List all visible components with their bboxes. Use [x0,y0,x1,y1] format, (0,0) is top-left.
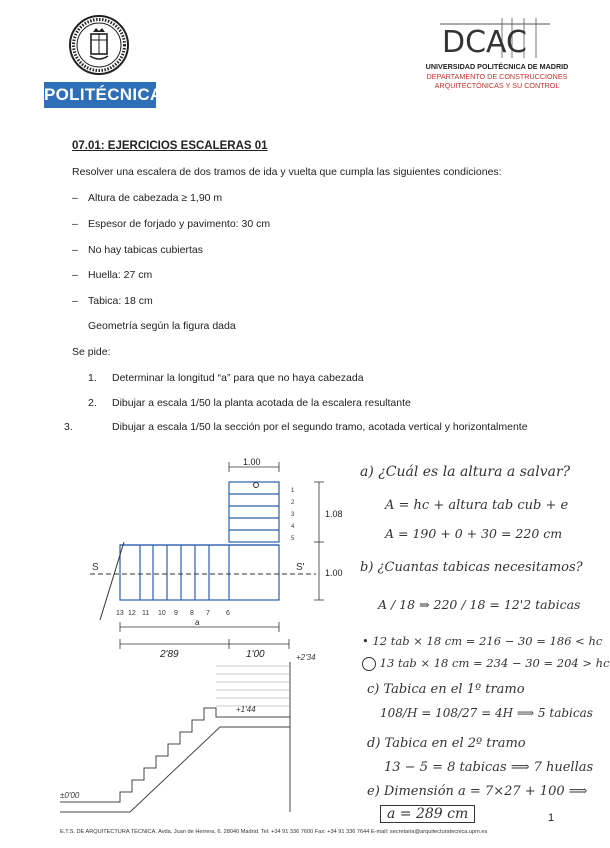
page-number: 1 [548,812,555,824]
solution-b-question: b) ¿Cuantas tabicas necesitamos? [360,560,583,575]
arrival-mark [254,483,259,488]
dim-lower: 1.00 [325,568,343,578]
condition-item: – Altura de cabezada ≥ 1,90 m [72,192,223,204]
lower-flight-outline [120,545,279,600]
condition-item: – No hay tabicas cubiertas [72,244,203,256]
solution-b-line2: 13 tab × 18 cm = 234 − 30 = 204 > hc [362,656,610,671]
se-pide-label: Se pide: [72,346,111,358]
step-number: 5 [291,536,295,542]
task-item: 1. Determinar la longitud “a” para que no haya cabezada [88,372,364,384]
solution-b-fraction: A / 18 ⇒ 220 / 18 = 12'2 tabicas [378,597,581,612]
step-number: 2 [291,500,295,506]
task-item: 2. Dibujar a escala 1/50 la planta acotada de la escalera resultante [88,397,411,409]
dim-upper: 1.08 [325,509,343,519]
dept-line-2: DEPARTAMENTO DE CONSTRUCCIONES [426,71,568,81]
dim-289: 2'89 [160,649,179,660]
step-number: 1 [291,488,295,494]
stair-drawing [40,452,350,822]
department-block [422,62,572,91]
step-number: 6 [226,610,230,617]
task-item: 3. Dibujar a escala 1/50 la sección por el segundo tramo, acotada vertical y horizontalmente [64,421,528,433]
step-number: 10 [158,610,166,617]
university-badge: POLITÉCNICA [44,82,156,108]
section-label-s2: S' [296,562,305,573]
solution-c-line1: 108/H = 108/27 = 4H ⟹ 5 tabicas [380,706,593,720]
level-top: +2'34 [296,653,316,662]
step-number: 7 [206,610,210,617]
condition-item: Geometría según la figura dada [88,320,236,332]
condition-item: – Huella: 27 cm [72,269,153,281]
dept-line-1: UNIVERSIDAD POLITÉCNICA DE MADRID [425,62,569,71]
dcac-logo-text: DCAC [442,25,527,58]
step-number: 11 [142,610,150,617]
footer-address: E.T.S. DE ARQUITECTURA TÉCNICA. Avda. Juan de Herrera, 6. 28040 Madrid. Tel: +34 91 336 7600 Fax: +34 91 336 7644 E-mail: secretaria@arquitecturatecnica.upm.es [60,829,488,835]
dept-line-3: ARQUITECTÓNICAS Y SU CONTROL [434,81,560,90]
dim-a: a [195,618,200,627]
dim-top: 1.00 [243,457,261,467]
level-mid: +1'44 [236,705,256,714]
solution-a-line1: A = hc + altura tab cub + e [385,498,569,513]
step-number: 8 [190,610,194,617]
solution-c-question: c) Tabica en el 1º tramo [367,682,525,697]
solution-d-question: d) Tabica en el 2º tramo [367,736,526,751]
university-seal-icon [68,14,130,76]
solution-a-line2: A = 190 + 0 + 30 = 220 cm [385,526,563,541]
step-number: 9 [174,610,178,617]
solution-answer: a = 289 cm [380,806,475,822]
level-base: ±0'00 [60,791,80,800]
solution-a-question: a) ¿Cuál es la altura a salvar? [360,464,571,480]
section-label-s: S [92,562,99,573]
solution-e-question: e) Dimensión a = 7×27 + 100 ⟹ [367,784,588,799]
section-outline [60,662,290,812]
step-number: 4 [291,524,295,530]
step-number: 3 [291,512,295,518]
solution-d-line1: 13 − 5 = 8 tabicas ⟹ 7 huellas [384,760,594,775]
condition-item: – Tabica: 18 cm [72,295,153,307]
condition-item: – Espesor de forjado y pavimento: 30 cm [72,218,271,230]
step-number: 13 [116,610,124,617]
dim-100: 1'00 [246,649,265,660]
upper-flight-outline [229,482,279,542]
step-number: 12 [128,610,136,617]
solution-b-line1: • 12 tab × 18 cm = 216 − 30 = 186 < hc [362,634,603,648]
dcac-logo [440,18,550,58]
exercise-intro: Resolver una escalera de dos tramos de ida y vuelta que cumpla las siguientes condiciones: [72,166,502,178]
exercise-title: 07.01: EJERCICIOS ESCALERAS 01 [72,140,268,152]
